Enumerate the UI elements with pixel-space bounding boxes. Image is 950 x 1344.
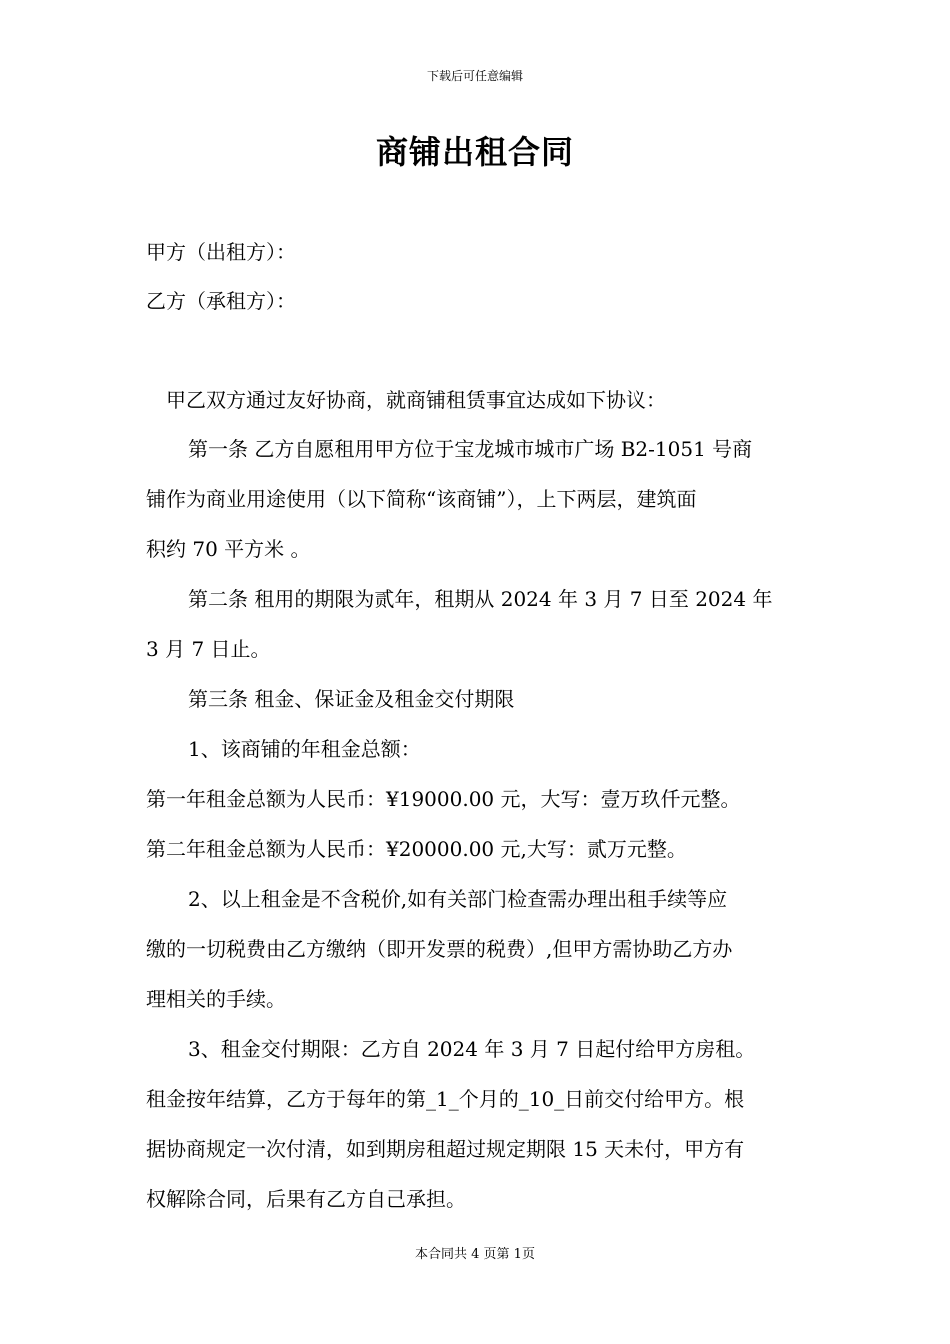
page-footer: 本合同共 4 页第 1页 xyxy=(415,1247,535,1262)
article-3-heading: 第三条 租金、保证金及租金交付期限 xyxy=(188,687,515,711)
clause-3-line-1: 3、租金交付期限：乙方自 2024 年 3 月 7 日起付给甲方房租。 xyxy=(188,1037,756,1061)
clause-3-line-3: 据协商规定一次付清，如到期房租超过规定期限 15 天未付，甲方有 xyxy=(146,1137,745,1161)
party-b-line: 乙方（承租方）： xyxy=(146,289,296,313)
party-a-line: 甲方（出租方）： xyxy=(146,240,296,264)
document-title: 商铺出租合同 xyxy=(375,133,574,171)
clause-3-line-2: 租金按年结算，乙方于每年的第_1_个月的_10_日前交付给甲方。根 xyxy=(146,1087,745,1111)
article-2-line-2: 3 月 7 日止。 xyxy=(146,637,271,661)
article-1-line-2: 铺作为商业用途使用（以下简称“该商铺”），上下两层，建筑面 xyxy=(146,487,697,511)
clause-1-heading: 1、该商铺的年租金总额： xyxy=(188,737,421,761)
clause-3-line-4: 权解除合同，后果有乙方自己承担。 xyxy=(146,1187,466,1211)
article-1-line-3: 积约 70 平方米 。 xyxy=(146,537,311,561)
header-note: 下载后可任意编辑 xyxy=(426,69,523,83)
rent-year-1: 第一年租金总额为人民币：¥19000.00 元，大写：壹万玖仟元整。 xyxy=(146,787,741,811)
article-2-line-1: 第二条 租用的期限为贰年，租期从 2024 年 3 月 7 日至 2024 年 xyxy=(188,587,773,611)
clause-2-line-1: 2、以上租金是不含税价,如有关部门检查需办理出租手续等应 xyxy=(188,887,728,911)
article-1-line-1: 第一条 乙方自愿租用甲方位于宝龙城市城市广场 B2-1051 号商 xyxy=(188,437,753,461)
clause-2-line-3: 理相关的手续。 xyxy=(146,987,286,1011)
rent-year-2: 第二年租金总额为人民币：¥20000.00 元,大写：贰万元整。 xyxy=(146,837,687,861)
clause-2-line-2: 缴的一切税费由乙方缴纳（即开发票的税费）,但甲方需协助乙方办 xyxy=(146,937,733,961)
agreement-intro: 甲乙双方通过友好协商，就商铺租赁事宜达成如下协议： xyxy=(166,388,666,412)
